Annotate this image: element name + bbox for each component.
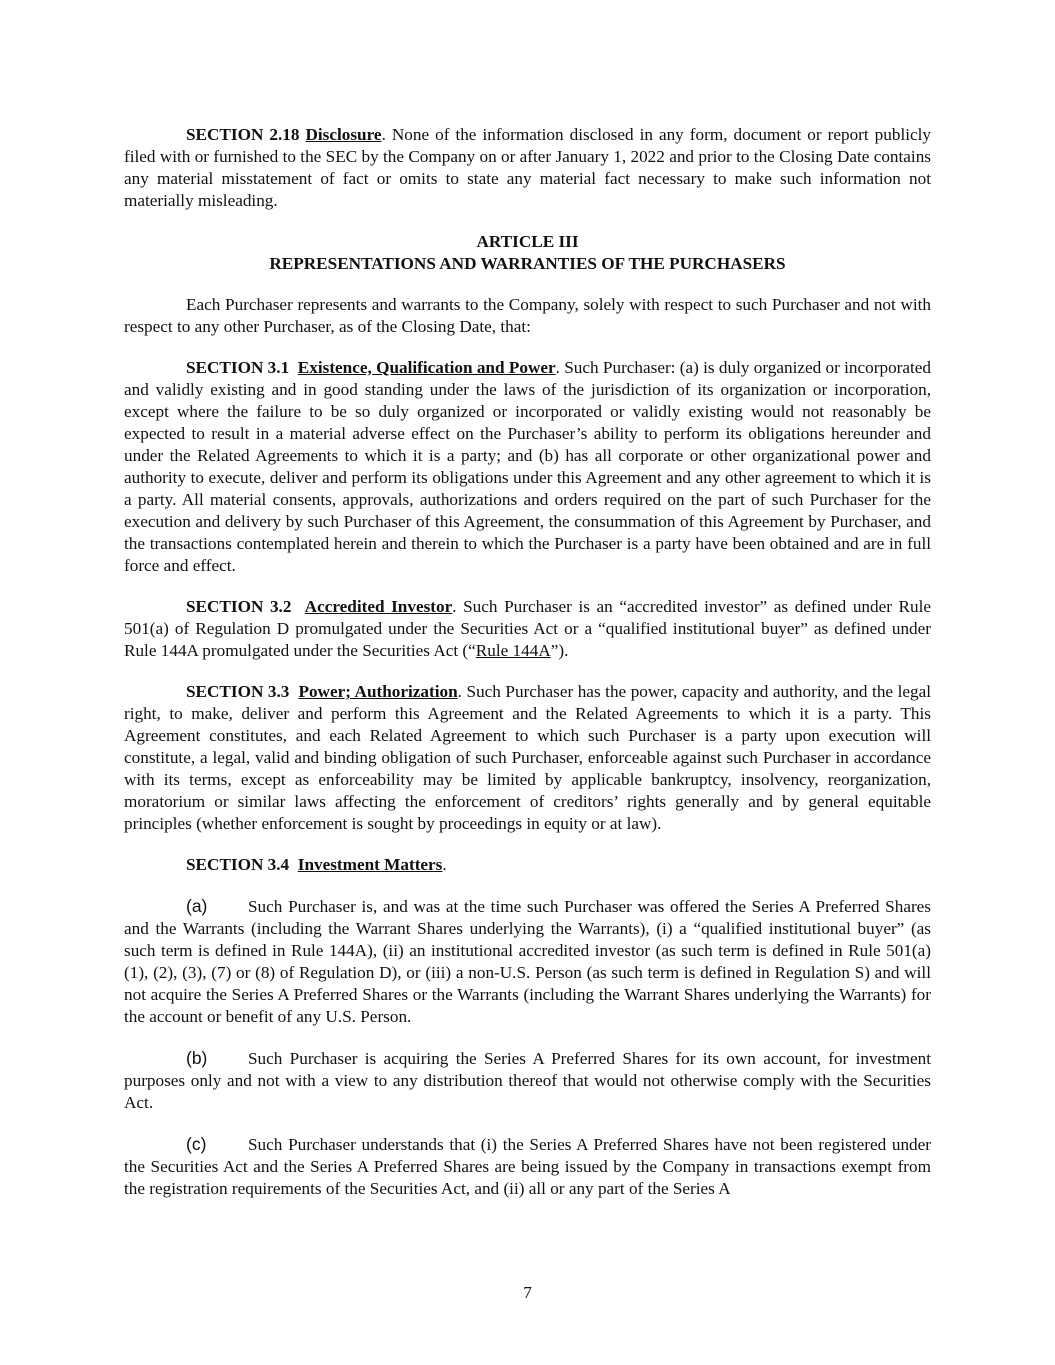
page-number: 7: [523, 1283, 532, 1302]
clause-c: [124, 1133, 931, 1200]
clause-a-marker: (a): [186, 896, 208, 916]
article-heading: [124, 231, 931, 275]
section-3-3-title: Power; Authorization: [298, 682, 458, 701]
clause-c-text: Such Purchaser understands that (i) the Series A Preferred Shares have not been registered under the Securities Act and the Series A Preferred Shares are being issued by the Company in transactions exempt from the registration requirements of the Securities Act, and (ii) all or any part of the Series A: [124, 1135, 931, 1198]
section-2-18: [124, 124, 931, 212]
section-2-18-body: . None of the information disclosed in any form, document or report publicly filed with or furnished to the SEC by the Company on or after January 1, 2022 and prior to the Closing Date contains any material misstatement of fact or omits to state any material fact necessary to make such information not materially misleading.: [124, 125, 932, 210]
article-title: REPRESENTATIONS AND WARRANTIES OF THE PURCHASERS: [269, 254, 786, 273]
section-3-2: [124, 596, 931, 662]
clause-b-marker: (b): [186, 1048, 208, 1068]
section-3-4-label: SECTION 3.4: [186, 855, 290, 874]
clause-c-marker: (c): [186, 1134, 207, 1154]
section-3-4: [124, 854, 931, 876]
section-3-2-label: SECTION 3.2: [186, 597, 292, 616]
section-3-2-body-end: ”).: [550, 641, 569, 660]
section-2-18-title: Disclosure: [305, 125, 382, 144]
section-3-2-body: . Such Purchaser is an “accredited investor” as defined under Rule 501(a) of Regulation D promulgated under the Securities Act or a “qualified institutional buyer” as defined under Rule 144A promulgated under the Securities Act (“: [124, 597, 932, 660]
section-3-2-title: Accredited Investor: [304, 597, 453, 616]
section-3-3: [124, 681, 931, 835]
document-page: [124, 124, 931, 1219]
section-3-3-label: SECTION 3.3: [186, 682, 290, 701]
rule-144a-defined-term: Rule 144A: [475, 641, 551, 660]
section-3-4-title: Investment Matters: [297, 855, 443, 874]
section-3-4-body: .: [442, 855, 447, 874]
clause-b-text: Such Purchaser is acquiring the Series A Preferred Shares for its own account, for investment purposes only and not with a view to any distribution thereof that would not otherwise comply with the Securities Act.: [124, 1049, 931, 1112]
section-3-1-label: SECTION 3.1: [186, 358, 290, 377]
section-2-18-label: SECTION 2.18: [186, 125, 300, 144]
section-3-1: [124, 357, 931, 577]
section-3-1-body: . Such Purchaser: (a) is duly organized or incorporated and validly existing and in good standing under the laws of the jurisdiction of its organization or incorporation, except where the failure to be so duly organized or incorporated or validly existing would not reasonably be expected to result in a material adverse effect on the Purchaser’s ability to perform its obligations hereunder and under the Related Agreements to which it is a party; and (b) has all corporate or other organizational power and authority to execute, deliver and perform its obligations under this Agreement and any other agreement to which it is a party. All material consents, approvals, authorizations and orders required on the part of such Purchaser for the execution and delivery by such Purchaser of this Agreement, the consummation of this Agreement by Purchaser, and the transactions contemplated herein and therein to which the Purchaser is a party have been obtained and are in full force and effect.: [124, 358, 932, 575]
section-3-3-body: . Such Purchaser has the power, capacity and authority, and the legal right, to make, deliver and perform this Agreement and the Related Agreements to which it is a party. This Agreement constitutes, and each Related Agreement to which such Purchaser is a party upon execution will constitute, a legal, valid and binding obligation of such Purchaser, enforceable against such Purchaser in accordance with its terms, except as enforceability may be limited by applicable bankruptcy, insolvency, reorganization, moratorium or similar laws affecting the enforcement of creditors’ rights generally and by general equitable principles (whether enforcement is sought by proceedings in equity or at law).: [124, 682, 931, 833]
section-3-1-title: Existence, Qualification and Power: [297, 358, 556, 377]
article-intro: Each Purchaser represents and warrants to the Company, solely with respect to such Purchaser and not with respect to any other Purchaser, as of the Closing Date, that:: [124, 295, 931, 336]
clause-a: [124, 895, 931, 1028]
clause-b: [124, 1047, 931, 1114]
clause-a-text: Such Purchaser is, and was at the time such Purchaser was offered the Series A Preferred Shares and the Warrants (including the Warrant Shares underlying the Warrants), (i) a “qualified institutional buyer” (as such term is defined in Rule 144A), (ii) an institutional accredited investor (as such term is defined in Rule 501(a)(1), (2), (3), (7) or (8) of Regulation D), or (iii) a non-U.S. Person (as such term is defined in Regulation S) and will not acquire the Series A Preferred Shares or the Warrants (including the Warrant Shares underlying the Warrants) for the account or benefit of any U.S. Person.: [124, 897, 931, 1026]
article-number: ARTICLE III: [476, 232, 579, 251]
